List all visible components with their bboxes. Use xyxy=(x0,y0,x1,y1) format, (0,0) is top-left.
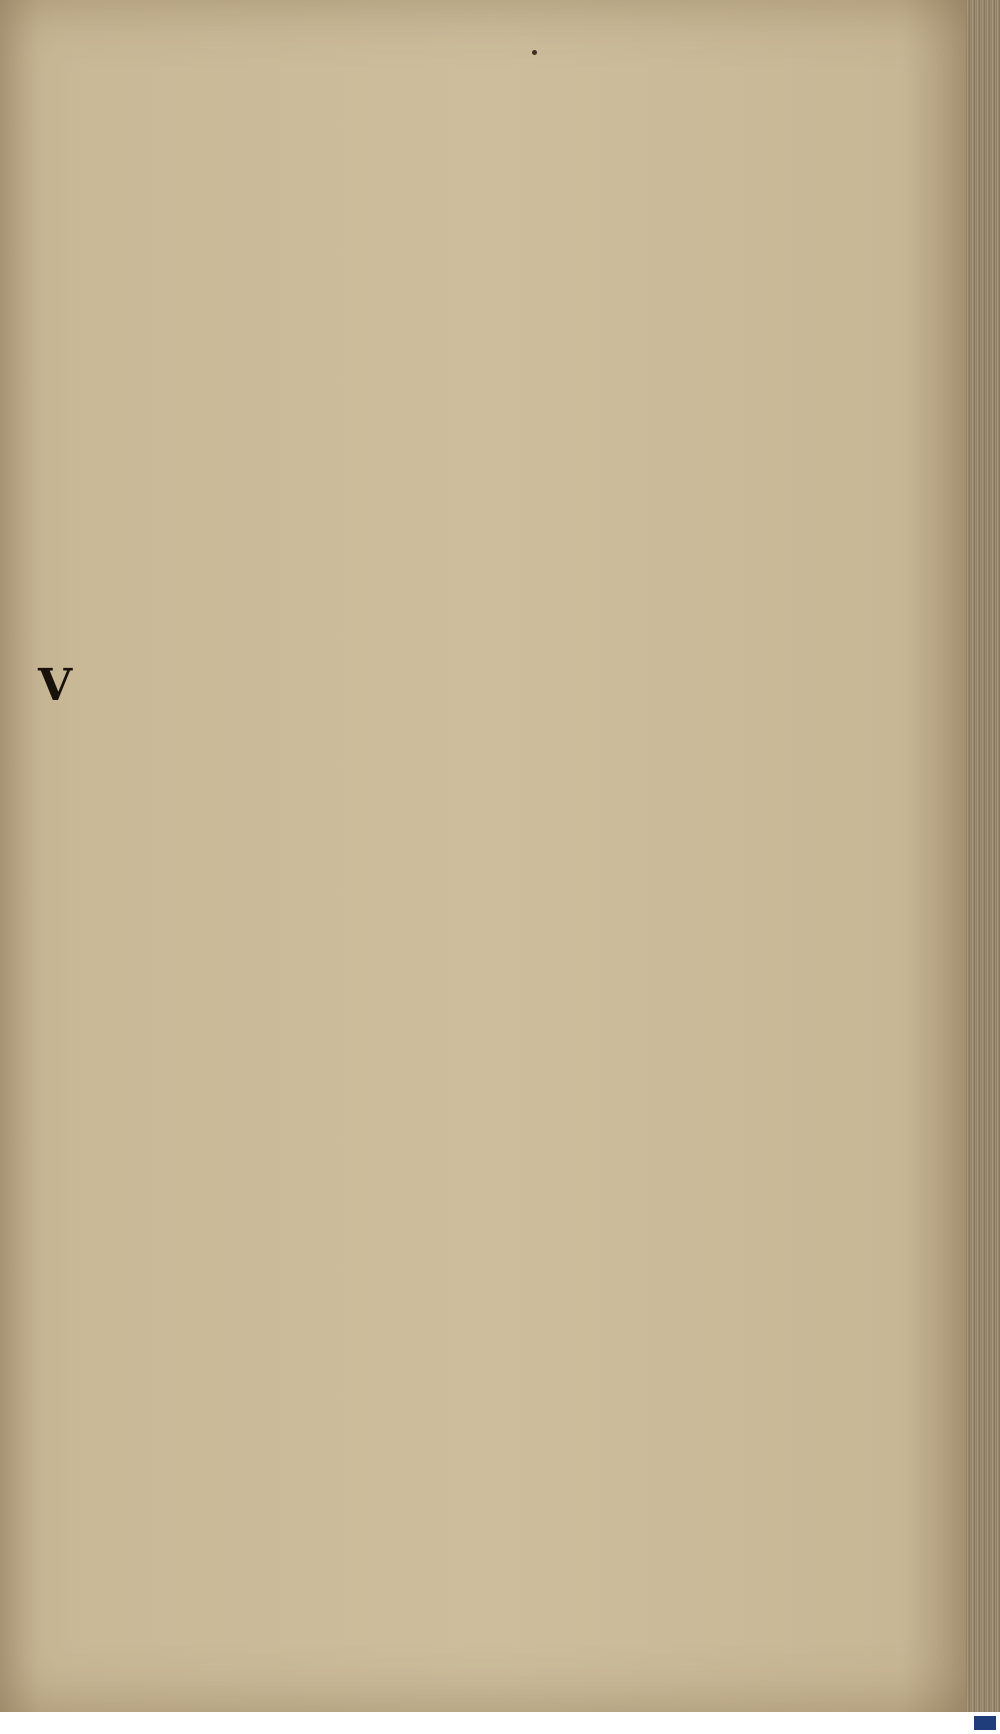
page-edge xyxy=(966,0,1000,1712)
ink-dot xyxy=(532,50,537,55)
subheading xyxy=(40,194,740,226)
dfg-logo xyxy=(974,1716,996,1730)
drop-cap: V xyxy=(38,660,73,711)
catchword xyxy=(40,250,740,274)
page-text-block xyxy=(40,194,740,275)
hoc-est-heading xyxy=(40,226,740,250)
footer-bar xyxy=(0,1712,1000,1734)
